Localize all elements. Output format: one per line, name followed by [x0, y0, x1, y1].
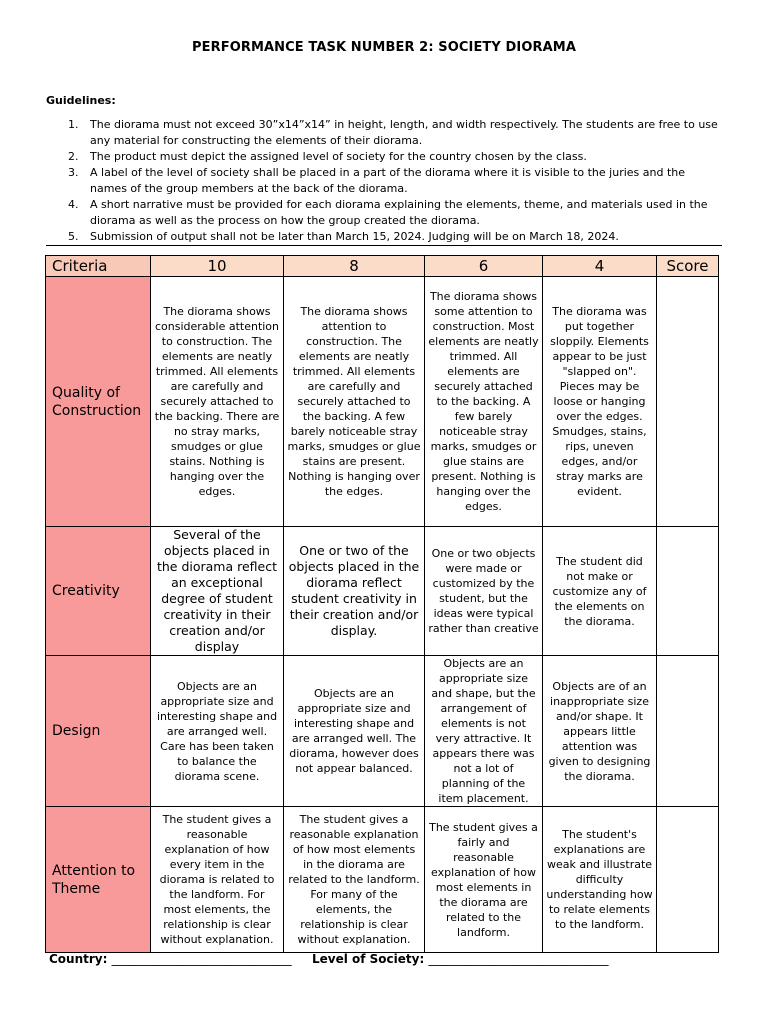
rubric-row-design: [46, 656, 719, 807]
descriptor-cell: The student did not make or customize any of the elements on the diorama.: [543, 527, 657, 656]
descriptor-cell: Objects are of an inappropriate size and/or shape. It appears little attention was given to designing the diorama.: [543, 656, 657, 807]
criterion-quality-of-construction: Quality of Construction: [46, 277, 151, 527]
guideline-item: [46, 149, 722, 165]
level-of-society-field[interactable]: ______________________________: [428, 952, 609, 966]
descriptor-cell: The student gives a reasonable explanation of how every item in the diorama is related to the landform. For most elements, the relationship is clear without explanation.: [151, 807, 284, 953]
descriptor-cell: The diorama was put together sloppily. Elements appear to be just "slapped on". Pieces may be loose or hanging over the edges. Smudges, stains, rips, uneven edges, and/or stray marks are evident.: [543, 277, 657, 527]
footer-fields: [49, 952, 608, 966]
country-field[interactable]: ______________________________: [111, 952, 292, 966]
score-cell[interactable]: [657, 656, 719, 807]
guideline-number: 1.: [68, 118, 79, 131]
rubric-header-row: [46, 256, 719, 277]
page-title: PERFORMANCE TASK NUMBER 2: SOCIETY DIORAMA: [192, 40, 576, 55]
criterion-design: Design: [46, 656, 151, 807]
country-label: Country:: [49, 952, 108, 966]
descriptor-cell: Objects are an appropriate size and shape, but the arrangement of elements is not very attractive. It appears there was not a lot of planning of the item placement.: [425, 656, 543, 807]
rubric-row-quality: [46, 277, 719, 527]
guideline-item: [46, 165, 722, 197]
guideline-text: A label of the level of society shall be placed in a part of the diorama where it is visible to the juries and the names of the group members at the back of the diorama.: [90, 166, 686, 195]
header-score-4: 4: [543, 256, 657, 277]
guideline-number: 2.: [68, 150, 79, 163]
header-score-8: 8: [284, 256, 425, 277]
header-score-10: 10: [151, 256, 284, 277]
guideline-text: The product must depict the assigned level of society for the country chosen by the class.: [90, 150, 587, 163]
descriptor-cell: The diorama shows attention to construction. The elements are neatly trimmed. All elements are carefully and securely attached to the backing. A few barely noticeable stray marks, smudges or glue stains are present. Nothing is hanging over the edges.: [284, 277, 425, 527]
guideline-number: 3.: [68, 166, 79, 179]
score-cell[interactable]: [657, 807, 719, 953]
guideline-text: The diorama must not exceed 30”x14”x14” in height, length, and width respectively. The students are free to use any material for constructing the elements of their diorama.: [90, 118, 718, 147]
descriptor-cell: The diorama shows some attention to construction. Most elements are neatly trimmed. All elements are securely attached to the backing. A few barely noticeable stray marks, smudges or glue stains are present. Nothing is hanging over the edges.: [425, 277, 543, 527]
descriptor-cell: Objects are an appropriate size and interesting shape and are arranged well. The diorama, however does not appear balanced.: [284, 656, 425, 807]
descriptor-cell: Several of the objects placed in the diorama reflect an exceptional degree of student creativity in their creation and/or display: [151, 527, 284, 656]
guideline-item: [46, 229, 722, 246]
rubric-table: [45, 255, 719, 953]
level-of-society-label: Level of Society:: [311, 952, 425, 966]
descriptor-cell: The student gives a fairly and reasonable explanation of how most elements in the diorama are related to the landform.: [425, 807, 543, 953]
guideline-text: A short narrative must be provided for each diorama explaining the elements, theme, and materials used in the diorama as well as the process on how the group created the diorama.: [90, 198, 708, 227]
header-score: Score: [657, 256, 719, 277]
rubric-row-creativity: [46, 527, 719, 656]
criterion-creativity: Creativity: [46, 527, 151, 656]
descriptor-cell: One or two of the objects placed in the diorama reflect student creativity in their creation and/or display.: [284, 527, 425, 656]
guideline-item: [46, 197, 722, 229]
header-criteria: Criteria: [46, 256, 151, 277]
score-cell[interactable]: [657, 277, 719, 527]
descriptor-cell: The diorama shows considerable attention to construction. The elements are neatly trimmed. All elements are carefully and securely attached to the backing. There are no stray marks, smudges or glue stains. Nothing is hanging over the edges.: [151, 277, 284, 527]
descriptor-cell: One or two objects were made or customized by the student, but the ideas were typical rather than creative: [425, 527, 543, 656]
descriptor-cell: The student's explanations are weak and illustrate difficulty understanding how to relate elements to the landform.: [543, 807, 657, 953]
score-cell[interactable]: [657, 527, 719, 656]
guidelines-heading: Guidelines:: [46, 94, 116, 107]
criterion-attention-to-theme: Attention to Theme: [46, 807, 151, 953]
guideline-text: Submission of output shall not be later than March 15, 2024. Judging will be on March 18, 2024.: [90, 230, 619, 243]
guideline-number: 5.: [68, 230, 79, 243]
header-score-6: 6: [425, 256, 543, 277]
guidelines-list: [46, 117, 722, 246]
descriptor-cell: Objects are an appropriate size and interesting shape and are arranged well. Care has been taken to balance the diorama scene.: [151, 656, 284, 807]
descriptor-cell: The student gives a reasonable explanation of how most elements in the diorama are related to the landform. For many of the elements, the relationship is clear without explanation.: [284, 807, 425, 953]
guideline-item: [46, 117, 722, 149]
guideline-number: 4.: [68, 198, 79, 211]
rubric-row-theme: [46, 807, 719, 953]
